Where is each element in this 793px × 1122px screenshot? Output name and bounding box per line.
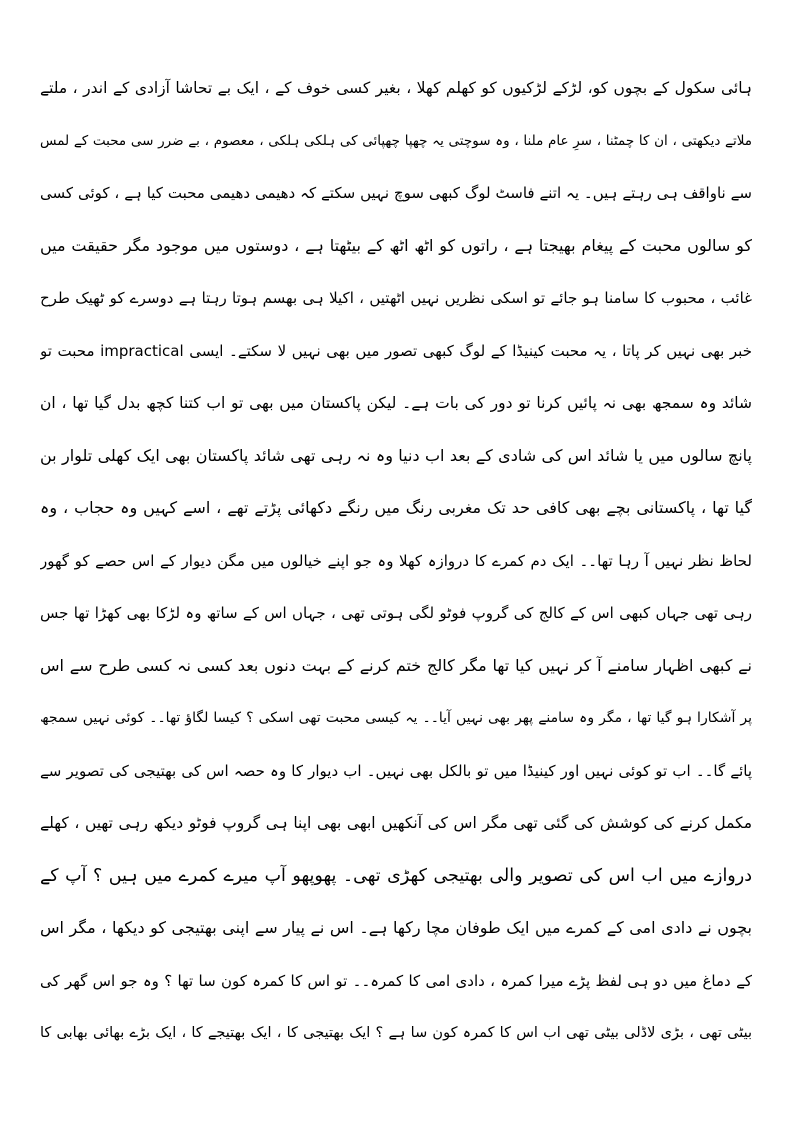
text-line-19: بیٹی تھی ، بڑی لاڈلی بیٹی تھی اب اس کا کمرہ کون سا ہے ؟ ایک بھتیجی کا ، ایک بھتیجے کا ، ایک بڑے بھائی بھابی کا (40, 1025, 752, 1041)
text-line-16: دروازے میں اب اس کی تصویر والی بھتیجی کھڑی تھی۔ پھوپھو آپ میرے کمرے میں ہیں ؟ آپ کے (40, 865, 752, 886)
urdu-text-body (40, 62, 752, 1060)
text-line-5: غائب ، محبوب کا سامنا ہو جائے تو اسکی نظریں نہیں اٹھتیں ، اکیلا ہی بھسم ہوتا رہتا ہے دوسرے کو ٹھیک طرح (40, 289, 752, 307)
text-line-6: خبر بھی نہیں کر پاتا ، یہ محبت کینیڈا کے لوگ کبھی تصور میں بھی نہیں لا سکتے۔ ایسی impractical محبت تو (40, 341, 752, 360)
text-line-18: کے دماغ میں دو ہی لفظ پڑے میرا کمرہ ، دادی امی کا کمرہ۔۔ تو اس کا کمرہ کون سا تھا ؟ وہ جو اس گھر کی (40, 971, 752, 990)
text-line-9: گیا تھا ، پاکستانی بچے بھی کافی حد تک مغربی رنگ میں رنگے دکھائی پڑتے تھے ، اسے کہیں وہ حجاب ، وہ (40, 498, 752, 517)
text-line-4: کو سالوں محبت کے پیغام بھیجتا ہے ، راتوں کو اٹھ اٹھ کے بیٹھتا ہے ، دوستوں میں موجود مگر حقیقت میں (40, 235, 752, 255)
text-line-2: ملاتے دیکھتی ، ان کا چمٹنا ، سرِ عام ملنا ، وہ سوچتی یہ چھپا چھپائی کی ہلکی ہلکی ، معصوم ، بے ضرر سی محبت کے لمس (40, 132, 752, 149)
text-line-12: نے کبھی اظہار سامنے آ کر نہیں کیا تھا مگر کالج ختم کرنے کے بہت دنوں بعد کسی نہ کسی طرح سے اس (40, 655, 752, 675)
text-line-11: رہی تھی جہاں کبھی اس کے کالج کی گروپ فوٹو لگی ہوتی تھی ، جہاں اس کے ساتھ وہ لڑکا بھی کھڑا تھا جس (40, 604, 752, 622)
text-line-10: لحاظ نظر نہیں آ رہا تھا۔۔ ایک دم کمرے کا دروازہ کھلا وہ جو اپنے خیالوں میں مگن دیوار کے اس حصے کو گھور (40, 551, 752, 570)
text-line-13: پر آشکارا ہو گیا تھا ، مگر وہ سامنے پھر بھی نہیں آیا۔۔ یہ کیسی محبت تھی اسکی ؟ کیسا لگاؤ تھا۔۔ کوئی نہیں سمجھ (40, 710, 752, 726)
text-line-17: بچوں نے دادی امی کے کمرے میں ایک طوفان مچا رکھا ہے۔ اس نے پیار سے اپنی بھتیجی کو دیکھا ، مگر اس (40, 918, 752, 937)
text-line-7: شائد وہ سمجھ بھی نہ پائیں کرنا تو دور کی بات ہے۔ لیکن پاکستان میں بھی تو اب کتنا کچھ بدل گیا تھا ، ان (40, 394, 752, 412)
text-line-8: پانچ سالوں میں یا شائد اس کی شادی کے بعد اب دنیا وہ نہ رہی تھی شائد پاکستان بھی ایک کھلی تلوار بن (40, 445, 752, 465)
text-line-3: سے ناواقف ہی رہتے ہیں۔ یہ اتنے فاسٹ لوگ کبھی سوچ نہیں سکتے کہ دھیمی دھیمی محبت کیا ہے ، کوئی کسی (40, 184, 752, 202)
text-line-1: ہائی سکول کے بچوں کو، لڑکے لڑکیوں کو کھلم کھلا ، بغیر کسی خوف کے ، ایک بے تحاشا آزادی کے اندر ، ملتے (40, 79, 752, 97)
text-line-15: مکمل کرنے کی کوشش کی گئی تھی مگر اس کی آنکھیں ابھی بھی اپنا ہی گروپ فوٹو دیکھ رہی تھیں ، کھلے (40, 814, 752, 832)
text-line-14: پائے گا۔۔ اب تو کوئی نہیں اور کینیڈا میں تو بالکل بھی نہیں۔ اب دیوار کا وہ حصہ اس کی بھتیجی کی تصویر سے (40, 761, 752, 780)
